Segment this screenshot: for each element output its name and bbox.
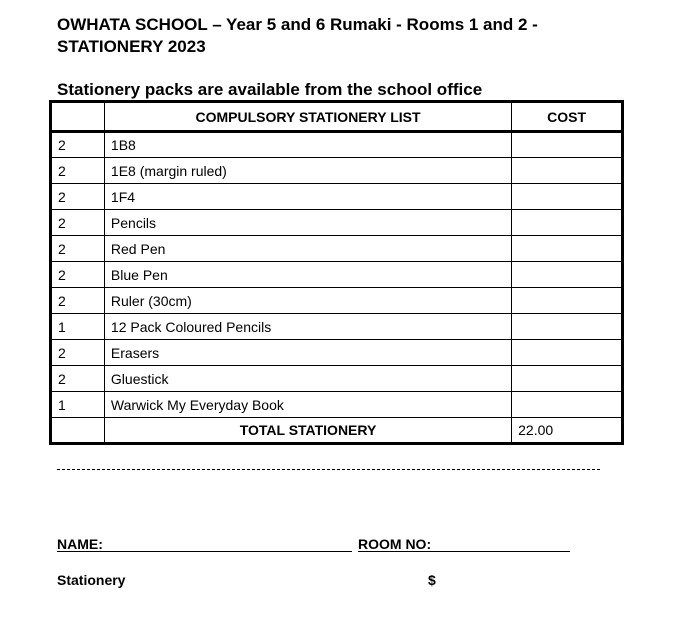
cost-cell: [512, 366, 623, 392]
qty-cell: 2: [51, 132, 105, 158]
item-cell: Blue Pen: [104, 262, 511, 288]
table-row: [51, 210, 623, 236]
cost-cell: [512, 340, 623, 366]
item-cell: Pencils: [104, 210, 511, 236]
list-header: COMPULSORY STATIONERY LIST: [104, 102, 511, 132]
cost-cell: [512, 236, 623, 262]
cost-cell: [512, 288, 623, 314]
table-header-row: [51, 102, 623, 132]
item-cell: 12 Pack Coloured Pencils: [104, 314, 511, 340]
table-row: [51, 158, 623, 184]
table-row: [51, 340, 623, 366]
room-field[interactable]: [358, 551, 570, 552]
qty-cell: 1: [51, 314, 105, 340]
qty-cell: 2: [51, 236, 105, 262]
document-title: OWHATA SCHOOL – Year 5 and 6 Rumaki - Rooms 1 and 2 - STATIONERY 2023: [57, 15, 538, 56]
qty-cell: 2: [51, 210, 105, 236]
name-label: NAME:: [57, 536, 103, 552]
total-row: [51, 418, 623, 444]
table-row: [51, 392, 623, 418]
cost-cell: [512, 314, 623, 340]
cost-cell: [512, 392, 623, 418]
availability-note: Stationery packs are available from the school office: [57, 80, 483, 99]
qty-cell: 2: [51, 340, 105, 366]
item-cell: 1F4: [104, 184, 511, 210]
table-row: [51, 366, 623, 392]
item-cell: Ruler (30cm): [104, 288, 511, 314]
stationery-table: [49, 100, 624, 445]
cost-cell: [512, 158, 623, 184]
table-row: [51, 262, 623, 288]
item-cell: 1B8: [104, 132, 511, 158]
total-qty-cell: [51, 418, 105, 444]
cost-cell: [512, 262, 623, 288]
cut-line: [57, 469, 600, 470]
stationery-label: Stationery: [57, 572, 126, 588]
cost-cell: [512, 132, 623, 158]
cost-header: COST: [512, 102, 623, 132]
dollar-sign: $: [428, 572, 436, 588]
cost-cell: [512, 184, 623, 210]
table-row: [51, 184, 623, 210]
qty-cell: 2: [51, 158, 105, 184]
qty-cell: 2: [51, 288, 105, 314]
table-row: [51, 132, 623, 158]
qty-cell: 2: [51, 366, 105, 392]
qty-cell: 2: [51, 262, 105, 288]
item-cell: Warwick My Everyday Book: [104, 392, 511, 418]
item-cell: Gluestick: [104, 366, 511, 392]
qty-cell: 1: [51, 392, 105, 418]
name-field[interactable]: [57, 551, 352, 552]
table-row: [51, 236, 623, 262]
total-value: 22.00: [512, 418, 623, 444]
item-cell: Red Pen: [104, 236, 511, 262]
table-row: [51, 288, 623, 314]
table-row: [51, 314, 623, 340]
item-cell: Erasers: [104, 340, 511, 366]
qty-header: [51, 102, 105, 132]
total-label: TOTAL STATIONERY: [104, 418, 511, 444]
qty-cell: 2: [51, 184, 105, 210]
item-cell: 1E8 (margin ruled): [104, 158, 511, 184]
cost-cell: [512, 210, 623, 236]
room-label: ROOM NO:: [358, 536, 432, 552]
